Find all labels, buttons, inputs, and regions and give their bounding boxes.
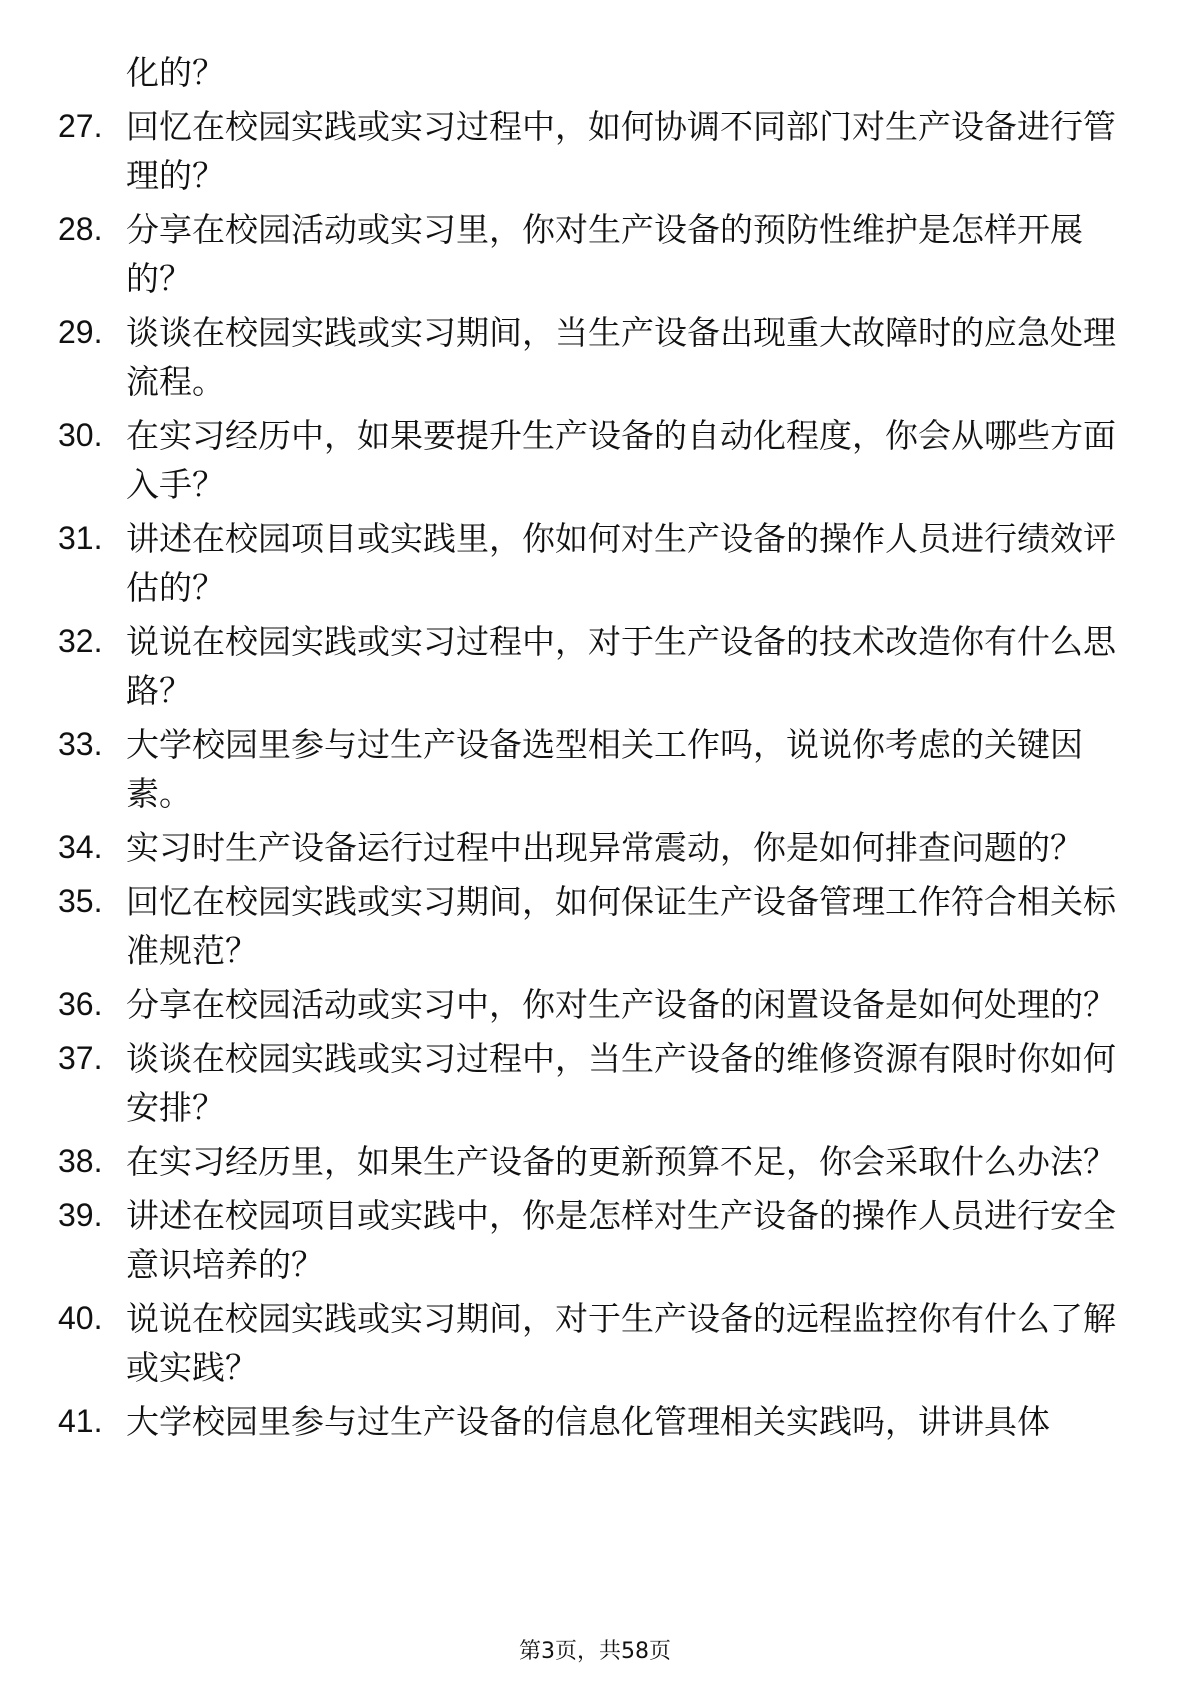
list-item-continuation bbox=[58, 48, 1118, 97]
question-number: 30. bbox=[58, 417, 103, 453]
question-text: 大学校园里参与过生产设备的信息化管理相关实践吗，讲讲具体 bbox=[126, 1402, 1050, 1441]
list-item bbox=[58, 1034, 1118, 1132]
question-number: 37. bbox=[58, 1040, 103, 1076]
question-text: 谈谈在校园实践或实习过程中，当生产设备的维修资源有限时你如何安排？ bbox=[126, 1039, 1116, 1127]
question-number: 35. bbox=[58, 883, 103, 919]
list-item bbox=[58, 102, 1118, 200]
question-text: 说说在校园实践或实习期间，对于生产设备的远程监控你有什么了解或实践？ bbox=[126, 1299, 1116, 1387]
question-text: 实习时生产设备运行过程中出现异常震动，你是如何排查问题的？ bbox=[126, 828, 1083, 867]
list-item bbox=[58, 411, 1118, 509]
question-number: 32. bbox=[58, 623, 103, 659]
list-item bbox=[58, 617, 1118, 715]
list-item bbox=[58, 877, 1118, 975]
question-number: 31. bbox=[58, 520, 103, 556]
page-footer: 第3页，共58页 bbox=[519, 1639, 671, 1664]
question-number: 27. bbox=[58, 108, 103, 144]
question-text: 讲述在校园项目或实践里，你如何对生产设备的操作人员进行绩效评估的？ bbox=[126, 519, 1116, 607]
question-text: 在实习经历中，如果要提升生产设备的自动化程度，你会从哪些方面入手？ bbox=[126, 416, 1116, 504]
question-number: 38. bbox=[58, 1143, 103, 1179]
question-number: 34. bbox=[58, 829, 103, 865]
list-item bbox=[58, 514, 1118, 612]
question-text: 谈谈在校园实践或实习期间，当生产设备出现重大故障时的应急处理流程。 bbox=[126, 313, 1116, 401]
list-item bbox=[58, 1397, 1118, 1446]
question-text: 分享在校园活动或实习中，你对生产设备的闲置设备是如何处理的？ bbox=[126, 985, 1116, 1024]
question-number: 41. bbox=[58, 1403, 103, 1439]
question-number: 28. bbox=[58, 211, 103, 247]
list-item bbox=[58, 1137, 1118, 1186]
list-item bbox=[58, 720, 1118, 818]
question-text: 大学校园里参与过生产设备选型相关工作吗，说说你考虑的关键因素。 bbox=[126, 725, 1083, 813]
question-text: 讲述在校园项目或实践中，你是怎样对生产设备的操作人员进行安全意识培养的？ bbox=[126, 1196, 1116, 1284]
question-number: 40. bbox=[58, 1300, 103, 1336]
question-number: 33. bbox=[58, 726, 103, 762]
question-text: 回忆在校园实践或实习期间，如何保证生产设备管理工作符合相关标准规范？ bbox=[126, 882, 1116, 970]
list-item bbox=[58, 823, 1118, 872]
question-text: 回忆在校园实践或实习过程中，如何协调不同部门对生产设备进行管理的？ bbox=[126, 107, 1116, 195]
list-item bbox=[58, 1294, 1118, 1392]
question-number: 29. bbox=[58, 314, 103, 350]
list-item bbox=[58, 980, 1118, 1029]
list-item bbox=[58, 308, 1118, 406]
question-number: 36. bbox=[58, 986, 103, 1022]
question-list bbox=[58, 48, 1118, 1451]
list-item bbox=[58, 1191, 1118, 1289]
continuation-text: 化的？ bbox=[126, 53, 225, 92]
question-text: 在实习经历里，如果生产设备的更新预算不足，你会采取什么办法？ bbox=[126, 1142, 1116, 1181]
list-item bbox=[58, 205, 1118, 303]
question-text: 分享在校园活动或实习里，你对生产设备的预防性维护是怎样开展的？ bbox=[126, 210, 1083, 298]
question-number: 39. bbox=[58, 1197, 103, 1233]
question-text: 说说在校园实践或实习过程中，对于生产设备的技术改造你有什么思路？ bbox=[126, 622, 1116, 710]
